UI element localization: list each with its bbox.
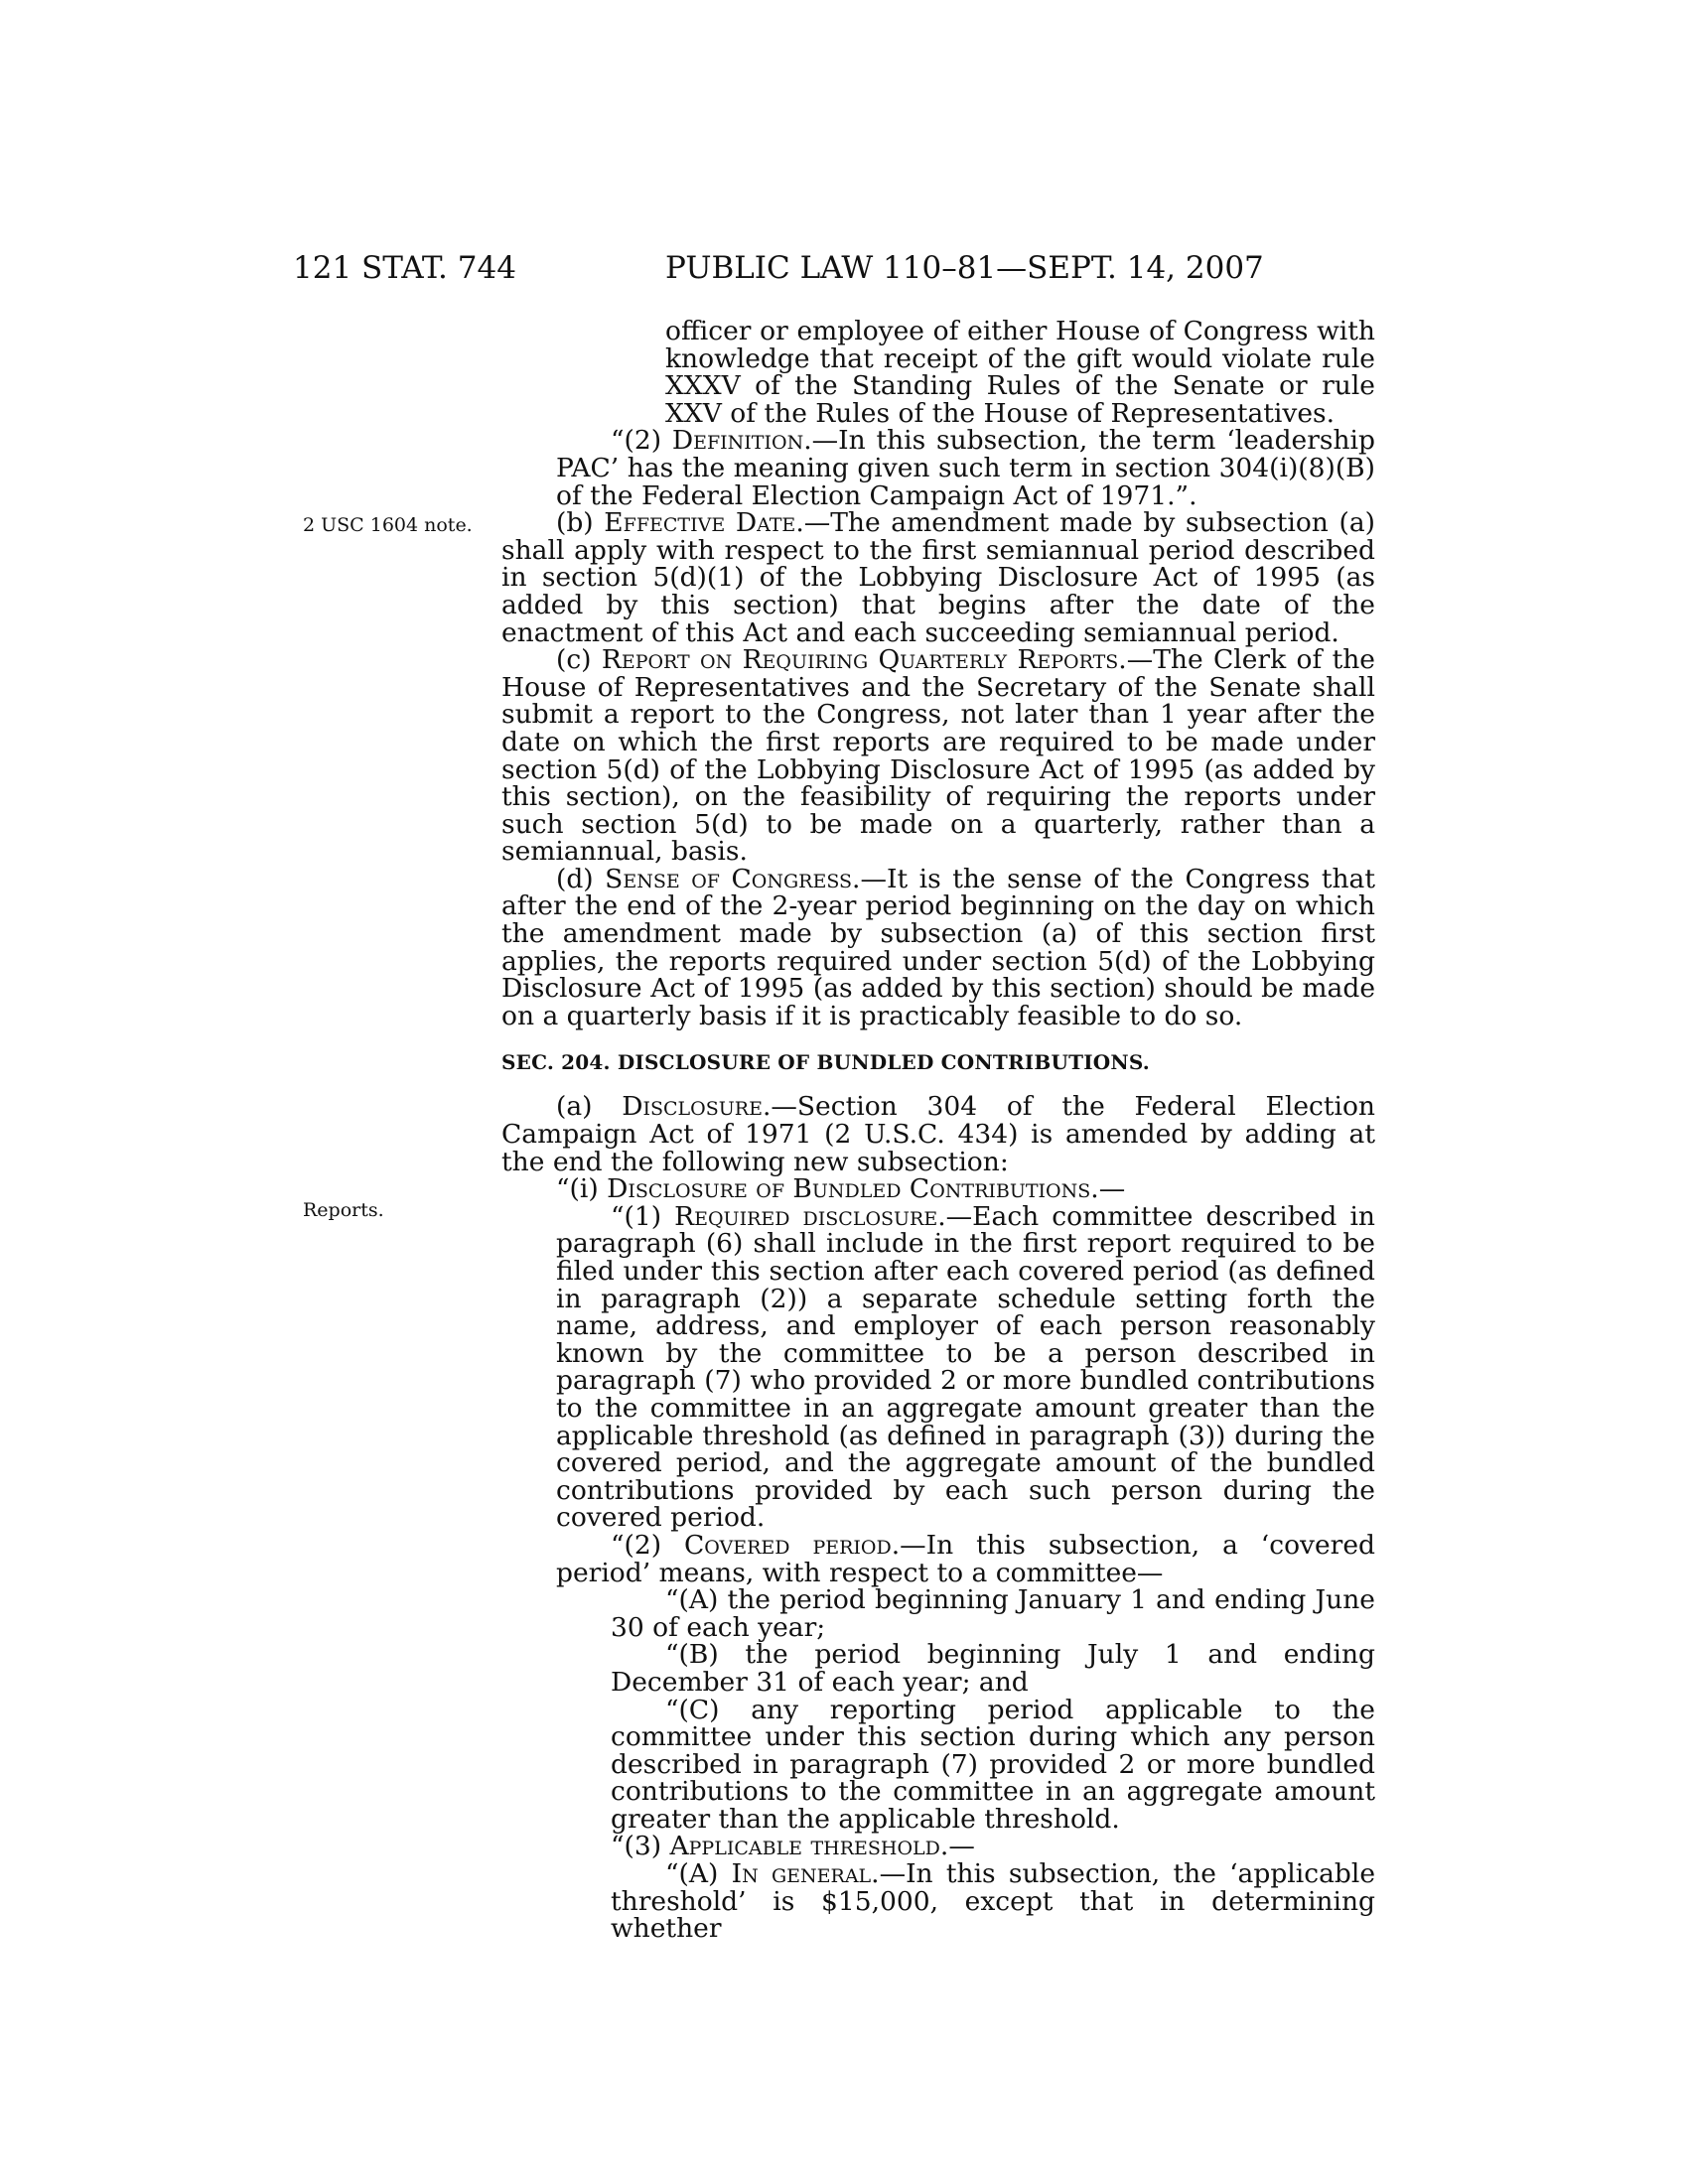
subsection-d: (d) Sense of Congress.—It is the sense of the Congress that after the end of the 2-year period beginning on the day on which the amendment made by subsection (a) of this section first applies, the reports required under section 5(d) of the Lobbying Disclosure Act of 1995 (as added by this section) should be made on a quarterly basis if it is practicably feasible to do so. — [501, 863, 1375, 1031]
section-heading: SEC. 204. DISCLOSURE OF BUNDLED CONTRIBUTIONS. — [501, 1050, 1150, 1075]
running-header: PUBLIC LAW 110–81—SEPT. 14, 2007 — [665, 250, 1264, 286]
page-citation: 121 STAT. 744 — [293, 250, 516, 286]
subsection-b: (b) Effective Date.—The amendment made by subsection (a) shall apply with respect to the first semiannual period described in section 5(d)(1) of the Lobbying Disclosure Act of 1995 (as added by this section) that begins after the date of the enactment of this Act and each succeeding semiannual period. — [501, 507, 1375, 648]
paragraph-covered-period: “(2) Covered period.—In this subsection, a ‘covered period’ means, with respect to a committee— — [556, 1529, 1375, 1588]
paragraph-required-disclosure: “(1) Required disclosure.—Each committee described in paragraph (6) shall include in the first report required to be filed under this section after each covered period (as defined in paragraph (2)) a separate schedule setting forth the name, address, and employer of each person reasonably known by the committee to be a person described in paragraph (7) who provided 2 or more bundled contributions to the committee in an aggregate amount greater than the applicable threshold (as defined in paragraph (3)) during the covered period, and the aggregate amount of the bundled contributions provided by each such person during the covered period. — [556, 1200, 1375, 1534]
continuation-paragraph: officer or employee of either House of Congress with knowledge that receipt of the gift would violate rule XXXV of the Standing Rules of the Senate or rule XXV of the Rules of the House of Representatives. — [665, 316, 1375, 429]
subparagraph-c: “(C) any reporting period applicable to the committee under this section during which any person described in paragraph (7) provided 2 or more bundled contributions to the committee in an aggregate amount greater than the applicable threshold. — [611, 1694, 1375, 1835]
subparagraph-b: “(B) the period beginning July 1 and ending December 31 of each year; and — [611, 1639, 1375, 1698]
body-text — [501, 318, 1375, 1943]
margin-note-usc: 2 USC 1604 note. — [303, 514, 473, 536]
subparagraph-in-general: “(A) In general.—In this subsection, the ‘applicable threshold’ is $15,000, except that in determining whether — [611, 1858, 1375, 1945]
paragraph-applicable-threshold: “(3) Applicable threshold.— — [611, 1831, 975, 1862]
subsection-i-heading: “(i) Disclosure of Bundled Contributions.— — [556, 1173, 1126, 1205]
subsection-a: (a) Disclosure.—Section 304 of the Federal Election Campaign Act of 1971 (2 U.S.C. 434) is amended by adding at the end the following new subsection: — [501, 1091, 1375, 1177]
subparagraph-a: “(A) the period beginning January 1 and ending June 30 of each year; — [611, 1584, 1375, 1643]
margin-note-reports: Reports. — [303, 1199, 384, 1221]
subsection-c: (c) Report on Requiring Quarterly Reports.—The Clerk of the House of Representatives and the Secretary of the Senate shall submit a report to the Congress, not later than 1 year after the date on which the first reports are required to be made under section 5(d) of the Lobbying Disclosure Act of 1995 (as added by this section), on the feasibility of requiring the reports under such section 5(d) to be made on a quarterly, rather than a semiannual, basis. — [501, 644, 1375, 868]
paragraph-definition: “(2) Definition.—In this subsection, the term ‘leadership PAC’ has the meaning given such term in section 304(i)(8)(B) of the Federal Election Campaign Act of 1971.”. — [556, 425, 1375, 511]
